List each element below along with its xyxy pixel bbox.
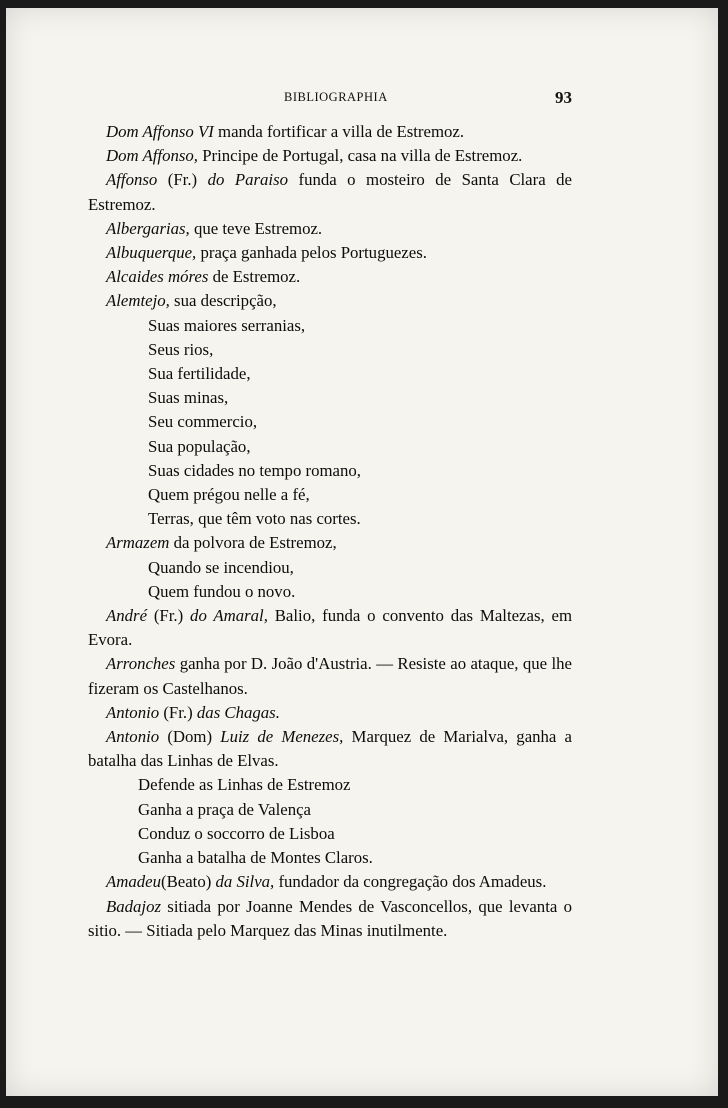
- entry-text: manda fortificar a villa de Estremoz.: [213, 122, 465, 141]
- entry-term: Amadeu: [106, 872, 161, 892]
- entry-term: Arronches: [106, 654, 176, 674]
- sub-entry: Terras, que têm voto nas cortes.: [148, 509, 361, 529]
- entry-term: Antonio: [106, 702, 160, 722]
- entry-term: das Chagas.: [196, 702, 280, 722]
- entry-term: do Amaral,: [190, 606, 268, 626]
- entry-text: Balio, funda o convento das Maltezas, em Evora.: [88, 606, 573, 650]
- entry-text: praça ganhada pelos Portuguezes.: [196, 243, 427, 263]
- entry-term: Affonso: [106, 170, 158, 190]
- entry-andre: [88, 604, 572, 652]
- sub-entry: Suas cidades no tempo romano,: [148, 460, 361, 480]
- entry-text: de Estremoz.: [208, 267, 301, 287]
- sub-entry: Quando se incendiou,: [148, 557, 294, 577]
- entry-text: fundador da congregação dos Amadeus.: [274, 872, 547, 892]
- entry-term: Armazem: [106, 533, 170, 553]
- entry-antonio-chagas: [88, 701, 572, 725]
- entry-text: sitiada por Joanne Mendes de Vasconcellos, que levanta o sitio. — Sitiada pelo Marquez das Minas inutilmente.: [88, 896, 572, 940]
- entry-term: Badajoz: [106, 896, 162, 916]
- entry-text: da polvora de Estremoz,: [169, 533, 337, 553]
- entry-affonso-vi: [88, 120, 572, 144]
- entry-term: André: [106, 606, 148, 626]
- entry-text: (Fr.): [147, 606, 191, 626]
- entry-armazem: [88, 531, 572, 555]
- entry-text: (Beato): [161, 872, 216, 892]
- entry-antonio-menezes: [88, 725, 572, 773]
- sub-entry: Ganha a praça de Valença: [138, 799, 311, 819]
- entry-term: Antonio: [106, 727, 160, 747]
- entry-affonso-paraiso: [88, 168, 572, 216]
- entry-text: Principe de Portugal, casa na villa de Estremoz.: [198, 146, 523, 166]
- entry-term: Albuquerque,: [106, 243, 197, 263]
- index-entries: [88, 120, 572, 943]
- entry-arronches: [88, 652, 572, 700]
- entry-text: sua descripção,: [169, 291, 277, 311]
- entry-term: Alcaides móres: [106, 267, 209, 287]
- entry-term: Dom Affonso,: [106, 146, 198, 166]
- sub-entry: Conduz o soccorro de Lisboa: [138, 823, 335, 843]
- entry-text: funda o mosteiro de Santa Clara de Estremoz.: [88, 170, 572, 214]
- entry-text: Marquez de Marialva, ganha a batalha das Linhas de Elvas.: [88, 727, 572, 771]
- entry-alcaides: [88, 265, 572, 289]
- sub-entry: Defende as Linhas de Estremoz: [138, 775, 351, 795]
- entry-term: Alemtejo,: [106, 291, 170, 311]
- entry-text: ganha por D. João d'Austria. — Resiste ao ataque, que lhe fizeram os Castelhanos.: [88, 654, 572, 698]
- book-page: [6, 8, 718, 1096]
- entry-alemtejo: [88, 289, 572, 313]
- entry-albergarias: [88, 217, 572, 241]
- page-number: 93: [555, 88, 572, 107]
- entry-term: Luiz de Menezes,: [220, 727, 344, 747]
- entry-badajoz: [88, 895, 572, 943]
- sub-entry: Ganha a batalha de Montes Claros.: [138, 848, 373, 868]
- entry-dom-affonso: [88, 144, 572, 168]
- sub-entry: Quem fundou o novo.: [148, 581, 296, 601]
- entry-term: Dom Affonso VI: [106, 122, 214, 141]
- running-header-title: BIBLIOGRAPHIA: [284, 90, 388, 104]
- sub-entry: Suas minas,: [148, 388, 229, 408]
- sub-entry: Quem prégou nelle a fé,: [148, 485, 310, 505]
- sub-entry: Sua fertilidade,: [148, 364, 251, 384]
- entry-term: do Paraiso: [207, 170, 289, 190]
- entry-term: Albergarias,: [106, 218, 190, 238]
- sub-entry: Seu commercio,: [148, 412, 258, 432]
- entry-term: da Silva,: [215, 872, 275, 892]
- entry-text: (Dom): [159, 727, 221, 747]
- entry-text: (Fr.): [159, 702, 197, 722]
- entry-text: que teve Estremoz.: [189, 218, 323, 238]
- entry-albuquerque: [88, 241, 572, 265]
- sub-entry: Suas maiores serranias,: [148, 315, 306, 335]
- entry-amadeu: [88, 870, 572, 894]
- entry-text: (Fr.): [157, 170, 208, 190]
- sub-entry: Seus rios,: [148, 339, 214, 359]
- sub-entry: Sua população,: [148, 436, 251, 456]
